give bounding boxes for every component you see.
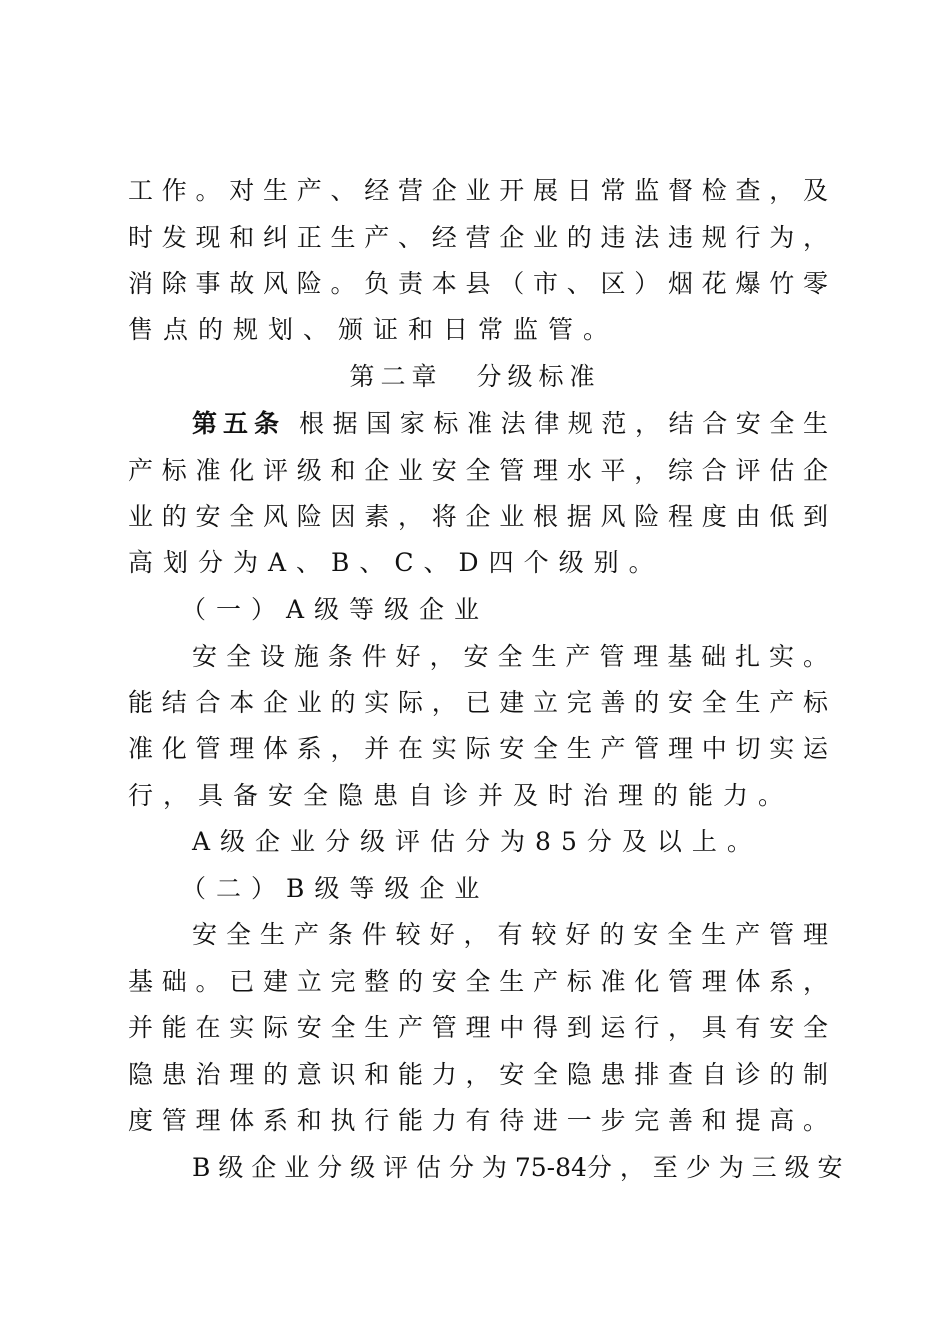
- chapter-number: 第二章: [349, 362, 443, 391]
- body-line: 售点的规划、颁证和日常监管。: [128, 315, 619, 344]
- body-line: A级企业分级评估分为85分及以上。: [192, 827, 762, 856]
- chapter-heading: [0, 357, 950, 397]
- body-line: 根 据 国 家 标 准 法 律 规 范 ， 结 合 安 全 生: [299, 409, 828, 438]
- body-line: 能 结 合 本 企 业 的 实 际 ， 已 建 立 完 善 的 安 全 生 产 标: [128, 688, 828, 717]
- body-line: 基 础 。 已 建 立 完 整 的 安 全 生 产 标 准 化 管 理 体 系 ，: [128, 967, 828, 996]
- body-line: 消 除 事 故 风 险 。 负 责 本 县 （ 市 、 区 ） 烟 花 爆 竹 零: [128, 269, 828, 298]
- body-line: 度 管 理 体 系 和 执 行 能 力 有 待 进 一 步 完 善 和 提 高 。: [128, 1106, 828, 1135]
- section-heading-a: （一）A级等级企业: [181, 595, 490, 624]
- body-line: 隐 患 治 理 的 意 识 和 能 力 ， 安 全 隐 患 排 查 自 诊 的 制: [128, 1060, 828, 1089]
- body-line: 行，具备安全隐患自诊并及时治理的能力。: [128, 781, 794, 810]
- article-5-line: [192, 404, 828, 444]
- chapter-title: 分级标准: [476, 362, 601, 391]
- body-line: 时 发 现 和 纠 正 生 产 、 经 营 企 业 的 违 法 违 规 行 为 ，: [128, 223, 828, 252]
- body-line: 高划分为A、B、C、D四个级别。: [128, 548, 664, 577]
- body-line: 工 作 。 对 生 产 、 经 营 企 业 开 展 日 常 监 督 检 查 ， 及: [128, 176, 828, 205]
- body-line: B 级 企 业 分 级 评 估 分 为 75-84分 ， 至 少 为 三 级 安: [192, 1153, 843, 1182]
- body-line: 产 标 准 化 评 级 和 企 业 安 全 管 理 水 平 ， 综 合 评 估 企: [128, 456, 828, 485]
- body-line: 准 化 管 理 体 系 ， 并 在 实 际 安 全 生 产 管 理 中 切 实 运: [128, 734, 828, 763]
- body-line: 安 全 设 施 条 件 好 ， 安 全 生 产 管 理 基 础 扎 实 。: [192, 642, 828, 671]
- article-label: 第五条: [192, 409, 286, 438]
- section-heading-b: （二）B级等级企业: [181, 874, 490, 903]
- body-line: 安 全 生 产 条 件 较 好 ， 有 较 好 的 安 全 生 产 管 理: [192, 920, 828, 949]
- body-line: 业 的 安 全 风 险 因 素 ， 将 企 业 根 据 风 险 程 度 由 低 到: [128, 502, 828, 531]
- body-line: 并 能 在 实 际 安 全 生 产 管 理 中 得 到 运 行 ， 具 有 安 全: [128, 1013, 828, 1042]
